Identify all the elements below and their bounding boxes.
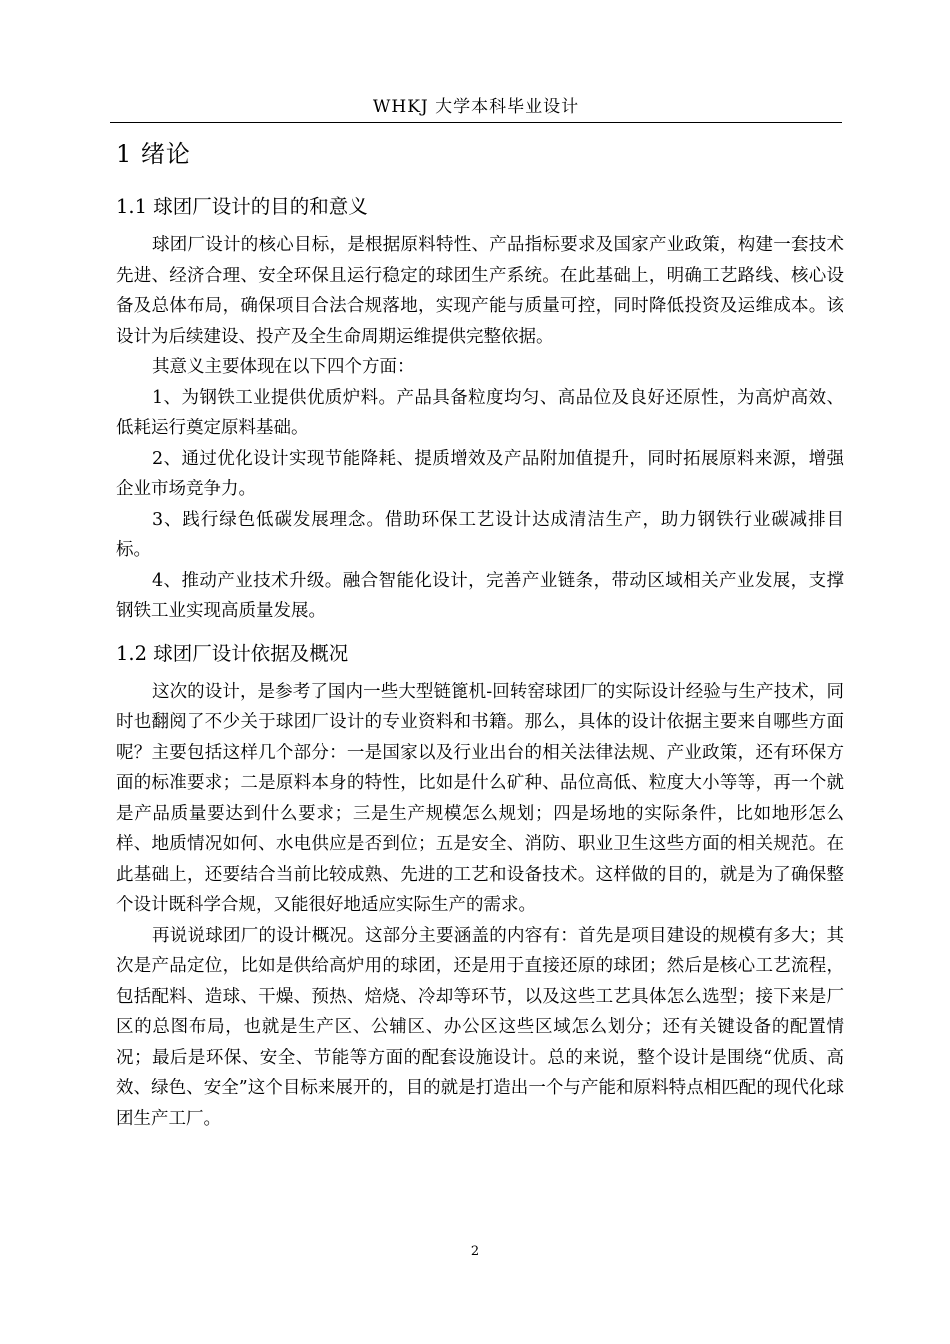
page-number: 2 (470, 1244, 480, 1259)
section-1-paragraph-5: 3、践行绿色低碳发展理念。借助环保工艺设计达成清洁生产，助力钢铁行业碳减排目标。 (116, 509, 844, 560)
chapter-title: 1 绪论 (116, 140, 191, 168)
section-1-paragraph-6: 4、推动产业技术升级。融合智能化设计，完善产业链条，带动区域相关产业发展，支撑钢铁工业实现高质量发展。 (116, 570, 844, 621)
document-body (116, 130, 844, 1134)
section-2-title: 1.2 球团厂设计依据及概况 (116, 641, 349, 665)
header-rule (110, 122, 842, 123)
section-2-paragraph-1: 这次的设计，是参考了国内一些大型链篦机-回转窑球团厂的实际设计经验与生产技术，同时也翻阅了不少关于球团厂设计的专业资料和书籍。那么，具体的设计依据主要来自哪些方面呢？主要包括这样几个部分：一是国家以及行业出台的相关法律法规、产业政策，还有环保方面的标准要求；二是原料本身的特性，比如是什么矿种、品位高低、粒度大小等等，再一个就是产品质量要达到什么要求；三是生产规模怎么规划；四是场地的实际条件，比如地形怎么样、地质情况如何、水电供应是否到位；五是安全、消防、职业卫生这些方面的相关规范。在此基础上，还要结合当前比较成熟、先进的工艺和设备技术。这样做的目的，就是为了确保整个设计既科学合规，又能很好地适应实际生产的需求。 (116, 681, 844, 915)
section-1-paragraph-4: 2、通过优化设计实现节能降耗、提质增效及产品附加值提升，同时拓展原料来源，增强企业市场竞争力。 (116, 448, 844, 499)
section-2-paragraph-2: 再说说球团厂的设计概况。这部分主要涵盖的内容有：首先是项目建设的规模有多大；其次是产品定位，比如是供给高炉用的球团，还是用于直接还原的球团；然后是核心工艺流程，包括配料、造球、干燥、预热、焙烧、冷却等环节，以及这些工艺具体怎么选型；接下来是厂区的总图布局，也就是生产区、公辅区、办公区这些区域怎么划分；还有关键设备的配置情况；最后是环保、安全、节能等方面的配套设施设计。总的来说，整个设计是围绕“优质、高效、绿色、安全”这个目标来展开的，目的就是打造出一个与产能和原料特点相匹配的现代化球团生产工厂。 (116, 925, 844, 1129)
page-header: WHKJ 大学本科毕业设计 (372, 97, 580, 117)
section-1-paragraph-1: 球团厂设计的核心目标，是根据原料特性、产品指标要求及国家产业政策，构建一套技术先进、经济合理、安全环保且运行稳定的球团生产系统。在此基础上，明确工艺路线、核心设备及总体布局，确保项目合法合规落地，实现产能与质量可控，同时降低投资及运维成本。该设计为后续建设、投产及全生命周期运维提供完整依据。 (116, 235, 844, 347)
section-1-title: 1.1 球团厂设计的目的和意义 (116, 195, 368, 218)
section-1-paragraph-3: 1、为钢铁工业提供优质炉料。产品具备粒度均匀、高品位及良好还原性，为高炉高效、低耗运行奠定原料基础。 (116, 387, 844, 438)
section-1-paragraph-2: 其意义主要体现在以下四个方面： (152, 357, 415, 377)
